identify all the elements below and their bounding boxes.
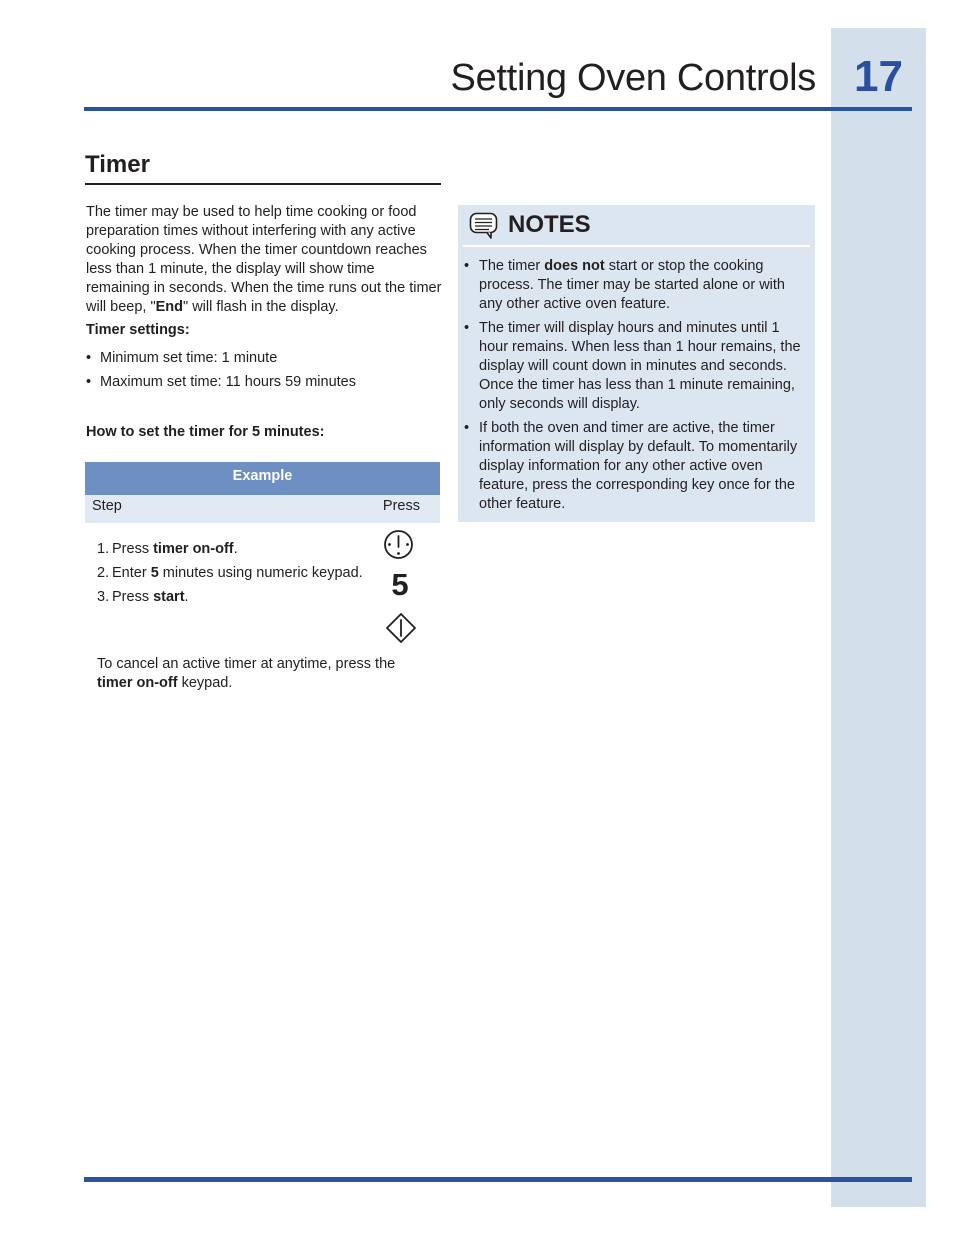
intro-paragraph: [86, 203, 442, 317]
step-text: Press: [112, 589, 154, 605]
page-sidebar: [831, 28, 926, 1207]
step-key-name: timer on-off: [153, 541, 234, 557]
page-title: Setting Oven Controls: [450, 57, 816, 99]
intro-text: The timer may be used to help time cooking or food preparation times without interfering with any active cooking process. When the timer countdown reaches less than 1 minute, the display will show time remaining in seconds. When the time runs out the timer will beep, ": [86, 204, 442, 315]
step-text-tail: minutes using numeric keypad.: [158, 565, 363, 581]
intro-text-tail: " will flash in the display.: [183, 299, 339, 315]
number-5-key: 5: [391, 567, 409, 602]
note-text: The timer: [479, 258, 545, 274]
notes-rule: [463, 245, 810, 247]
timer-on-off-key-icon: [383, 529, 414, 560]
list-item: • Minimum set time: 1 minute: [86, 349, 356, 368]
note-text-tail: start or stop the cooking process. The timer may be started alone or with any other active oven feature.: [479, 258, 785, 312]
step-number: 1.: [97, 541, 110, 557]
step-item: [97, 564, 367, 583]
howto-heading: How to set the timer for 5 minutes:: [86, 424, 325, 440]
step-column-label: Step: [92, 498, 122, 514]
section-title: Timer: [85, 151, 150, 178]
header-rule: [84, 107, 912, 111]
settings-heading: Timer settings:: [86, 322, 190, 338]
step-text-tail: .: [184, 589, 189, 605]
cancel-instructions: [97, 655, 432, 693]
example-header: Example: [85, 462, 440, 495]
note-item: [463, 319, 809, 414]
list-item: • Maximum set time: 11 hours 59 minutes: [86, 373, 356, 392]
cancel-text: To cancel an active timer at anytime, press the: [97, 656, 396, 672]
example-steps: [97, 540, 367, 612]
start-key-icon: [385, 612, 417, 644]
notes-speech-bubble-icon: [469, 212, 499, 240]
step-number: 3.: [97, 589, 110, 605]
note-item: [463, 419, 809, 514]
note-emphasis: does not: [544, 258, 605, 274]
cancel-key-name: timer on-off: [97, 675, 178, 691]
footer-rule: [84, 1177, 912, 1182]
notes-list: [463, 257, 809, 519]
step-text: Enter: [112, 565, 151, 581]
cancel-text-tail: keypad.: [177, 675, 233, 691]
note-item: [463, 257, 809, 314]
note-text: The timer will display hours and minutes until 1 hour remains. When less than 1 hour remains, the display will count down in minutes and seconds. Once the timer has less than 1 minute remaining, only seconds will display.: [479, 320, 801, 412]
settings-list: [86, 349, 356, 397]
step-item: [97, 540, 367, 559]
page-number: 17: [854, 52, 903, 101]
step-text-tail: .: [233, 541, 238, 557]
step-number: 2.: [97, 565, 110, 581]
notes-title: NOTES: [508, 211, 591, 238]
step-item: [97, 588, 367, 607]
note-text: If both the oven and timer are active, the timer information will display by default. To momentarily display information for any other active oven feature, press the corresponding key once for the other feature.: [479, 420, 798, 512]
step-key-name: start: [153, 589, 185, 605]
section-rule: [85, 183, 441, 185]
intro-end-word: End: [155, 299, 184, 315]
press-column-label: Press: [382, 498, 420, 514]
step-key-name: 5: [150, 565, 159, 581]
step-text: Press: [112, 541, 154, 557]
example-column-headers: [85, 495, 440, 523]
